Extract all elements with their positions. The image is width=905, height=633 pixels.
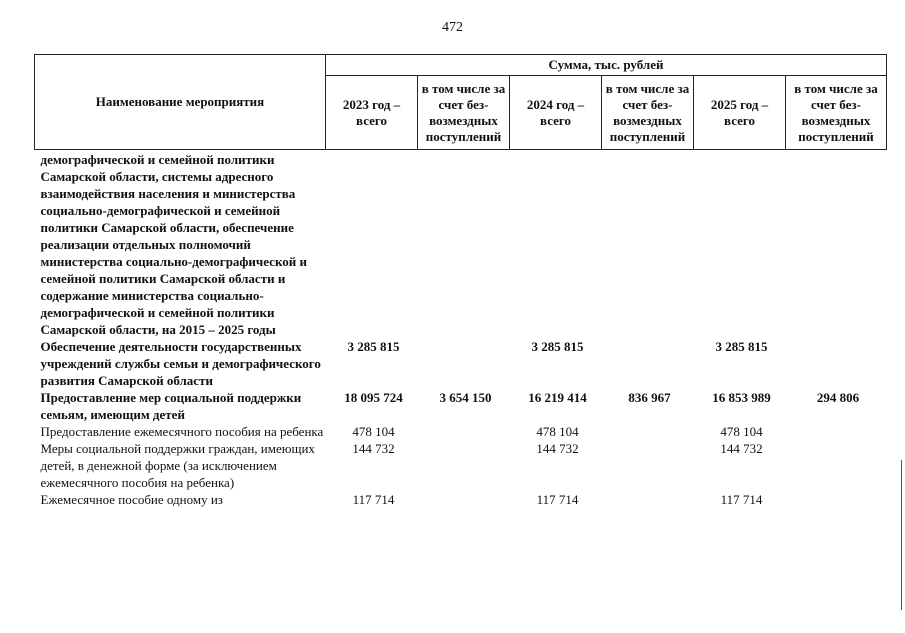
cell-2023-free xyxy=(418,150,510,339)
cell-2024-total: 16 219 414 xyxy=(528,390,587,405)
table-row xyxy=(35,389,887,423)
cell-2024-total: 3 285 815 xyxy=(531,339,584,354)
cell-2025-free xyxy=(786,491,887,508)
row-name: Предоставление ежемесячного пособия на ребенка xyxy=(40,424,324,439)
header-2024-free-receipts: в том числе за счет без- возмездных поступлений xyxy=(602,76,694,150)
cell-2024-free xyxy=(602,150,694,339)
header-2025-total: 2025 год – всего xyxy=(694,76,786,150)
cell-2024-total: 144 732 xyxy=(536,441,579,456)
cell-2025-total: 16 853 989 xyxy=(712,390,771,405)
cell-2025-free xyxy=(786,338,887,389)
cell-2025-free xyxy=(786,150,887,339)
header-2024-total: 2024 год – всего xyxy=(510,76,602,150)
cell-2023-total: 478 104 xyxy=(352,424,395,439)
cell-2023-free xyxy=(418,338,510,389)
budget-table xyxy=(34,54,887,508)
cell-2023-total: 144 732 xyxy=(352,441,395,456)
cell-2024-total: 117 714 xyxy=(536,492,579,507)
table-row xyxy=(35,440,887,491)
cell-2023-total: 3 285 815 xyxy=(347,339,400,354)
cell-2025-total xyxy=(694,150,786,339)
cell-2023-free xyxy=(418,491,510,508)
cell-2024-free xyxy=(602,440,694,491)
cell-2023-free xyxy=(418,440,510,491)
cell-2024-free xyxy=(602,423,694,440)
scan-edge-line xyxy=(901,460,902,610)
row-name: Ежемесячное пособие одному из xyxy=(40,492,223,507)
cell-2023-free: 3 654 150 xyxy=(439,390,492,405)
table-row xyxy=(35,338,887,389)
header-2023-total: 2023 год – всего xyxy=(326,76,418,150)
cell-2024-free xyxy=(602,491,694,508)
cell-2023-free xyxy=(418,423,510,440)
table-row xyxy=(35,491,887,508)
cell-2023-total xyxy=(326,150,418,339)
header-name-column: Наименование мероприятия xyxy=(35,55,326,150)
header-2023-free-receipts: в том числе за счет без- возмездных поступлений xyxy=(418,76,510,150)
table-row xyxy=(35,150,887,339)
row-name: Обеспечение деятельности государственных учреждений службы семьи и демографического развития Самарской области xyxy=(40,339,321,388)
cell-2023-total: 117 714 xyxy=(352,492,395,507)
cell-2024-total xyxy=(510,150,602,339)
page-number: 472 xyxy=(442,20,463,35)
cell-2025-total: 117 714 xyxy=(720,492,763,507)
row-name: демографической и семейной политики Самарской области, системы адресного взаимодействия населения и министерства социально-демографической и семейной политики Самарской области, обеспечение реализации отдельных полномочий министерства социально-демографической и семейной политики Самарской области и содержание министерства социально-демографической и семейной политики Самарской области, на 2015 – 2025 годы xyxy=(40,152,307,337)
table-row xyxy=(35,423,887,440)
row-name: Предоставление мер социальной поддержки семьям, имеющим детей xyxy=(40,390,302,422)
cell-2024-free xyxy=(602,338,694,389)
cell-2024-total: 478 104 xyxy=(536,424,579,439)
cell-2024-free: 836 967 xyxy=(628,390,671,405)
cell-2025-total: 144 732 xyxy=(720,441,763,456)
cell-2025-free xyxy=(786,423,887,440)
header-sum-group: Сумма, тыс. рублей xyxy=(326,55,887,76)
cell-2023-total: 18 095 724 xyxy=(344,390,403,405)
cell-2025-total: 3 285 815 xyxy=(715,339,768,354)
header-2025-free-receipts: в том числе за счет без- возмездных поступлений xyxy=(786,76,887,150)
row-name: Меры социальной поддержки граждан, имеющих детей, в денежной форме (за исключением ежемесячного пособия на ребенка) xyxy=(40,441,315,490)
cell-2025-free: 294 806 xyxy=(816,390,860,405)
cell-2025-free xyxy=(786,440,887,491)
cell-2025-total: 478 104 xyxy=(720,424,763,439)
